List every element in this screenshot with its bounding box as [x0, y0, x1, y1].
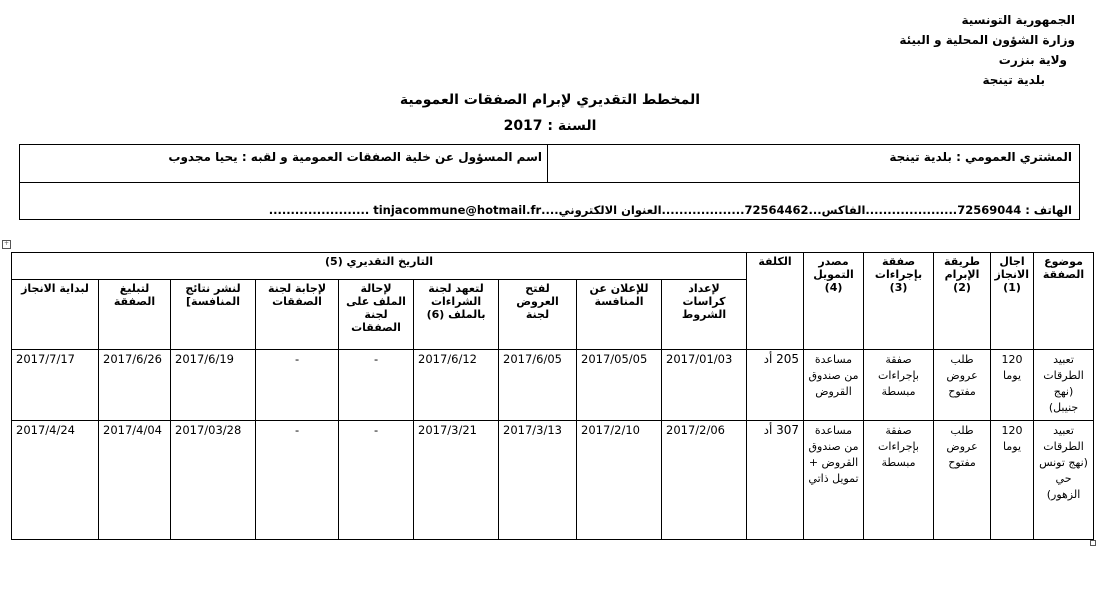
row2-date-publish-results: 2017/03/28 — [171, 420, 256, 539]
row2-duration: 120 يوما — [991, 420, 1034, 539]
row2-subject: تعبيد الطرقات (نهج تونس حي الزهور) — [1034, 420, 1094, 539]
header-sub-announce: للإعلان عن المنافسة — [577, 280, 662, 350]
row1-date-publish-results: 2017/6/19 — [171, 350, 256, 420]
ministry-header — [900, 10, 1075, 90]
row1-deal-type: صفقة بإجراءات مبسطة — [864, 350, 934, 420]
row1-duration: 120 يوما — [991, 350, 1034, 420]
header-sub-refer-committee: لإحالة الملف على لجنة الصفقات — [339, 280, 414, 350]
header-sub-notify: لتبليغ الصفقة — [99, 280, 171, 350]
header-line-republic: الجمهورية التونسية — [961, 13, 1075, 27]
table-row — [12, 350, 1094, 420]
procurement-plan-table — [11, 252, 1094, 540]
row2-method: طلب عروض مفتوح — [934, 420, 991, 539]
row2-funding: مساعدة من صندوق القروض + تمويل ذاتي — [804, 420, 864, 539]
table-resize-handle-icon[interactable] — [1090, 540, 1096, 546]
info-box-split — [547, 144, 548, 182]
row1-date-start: 2017/7/17 — [12, 350, 99, 420]
header-cost: الكلفة — [747, 253, 804, 350]
header-sub-specs: لإعداد كراسات الشروط — [662, 280, 747, 350]
header-method: طريقة الإبرام (2) — [934, 253, 991, 350]
responsible-field: اسم المسؤول عن خلية الصفقات العمومية و لقبه : يحيا مجدوب — [168, 150, 542, 164]
row2-date-specs: 2017/2/06 — [662, 420, 747, 539]
document-title: المخطط التقديري لإبرام الصفقات العمومية — [399, 92, 701, 108]
row1-method: طلب عروض مفتوح — [934, 350, 991, 420]
row1-date-specs: 2017/01/03 — [662, 350, 747, 420]
buyer-field: المشتري العمومي : بلدية تينجة — [889, 150, 1072, 164]
year-line: السنة : 2017 — [503, 118, 597, 134]
row2-date-open-bids: 2017/3/13 — [499, 420, 577, 539]
row1-date-announce: 2017/05/05 — [577, 350, 662, 420]
header-sub-start: لبداية الانجاز — [12, 280, 99, 350]
header-duration: اجال الانجاز (1) — [991, 253, 1034, 350]
row1-date-purchase-committee: 2017/6/12 — [414, 350, 499, 420]
row2-cost: 307 أد — [747, 420, 804, 539]
header-sub-purchase-committee: لتعهد لجنة الشراءات بالملف (6) — [414, 280, 499, 350]
info-box-divider — [19, 182, 1080, 183]
row1-date-notify: 2017/6/26 — [99, 350, 171, 420]
row2-date-committee-answer: - — [256, 420, 339, 539]
row2-date-notify: 2017/4/04 — [99, 420, 171, 539]
header-sub-committee-answer: لإجابة لجنة الصفقات — [256, 280, 339, 350]
header-schedule: التاريخ التقديري (5) — [12, 253, 747, 280]
header-row-main — [12, 253, 1094, 280]
header-deal-type: صفقة بإجراءات (3) — [864, 253, 934, 350]
header-sub-open-bids: لفتح العروض لجنة — [499, 280, 577, 350]
header-line-ministry: وزارة الشؤون المحلية و البيئة — [899, 33, 1075, 47]
header-subject: موضوع الصفقة — [1034, 253, 1094, 350]
table-move-handle-icon[interactable]: + — [3, 240, 10, 247]
row2-date-purchase-committee: 2017/3/21 — [414, 420, 499, 539]
row2-date-refer-committee: - — [339, 420, 414, 539]
row2-date-announce: 2017/2/10 — [577, 420, 662, 539]
header-funding: مصدر التمويل (4) — [804, 253, 864, 350]
row2-date-start: 2017/4/24 — [12, 420, 99, 539]
contact-field: الهاتف : 72569044.....................الفاكس...72564462...................العنوان الالكتروني....tinjacommune@hotmail.fr ....................... — [268, 203, 1072, 217]
row1-funding: مساعدة من صندوق القروض — [804, 350, 864, 420]
header-line-governorate: ولاية بنزرت — [998, 53, 1067, 67]
table-row — [12, 420, 1094, 539]
row1-date-open-bids: 2017/6/05 — [499, 350, 577, 420]
header-sub-publish-results: لنشر نتائج المنافسة] — [171, 280, 256, 350]
row1-date-refer-committee: - — [339, 350, 414, 420]
row1-subject: تعبيد الطرقات (نهج جنيبل) — [1034, 350, 1094, 420]
row1-cost: 205 أد — [747, 350, 804, 420]
row1-date-committee-answer: - — [256, 350, 339, 420]
row2-deal-type: صفقة بإجراءات مبسطة — [864, 420, 934, 539]
header-line-municipality: بلدية تينجة — [982, 73, 1045, 87]
